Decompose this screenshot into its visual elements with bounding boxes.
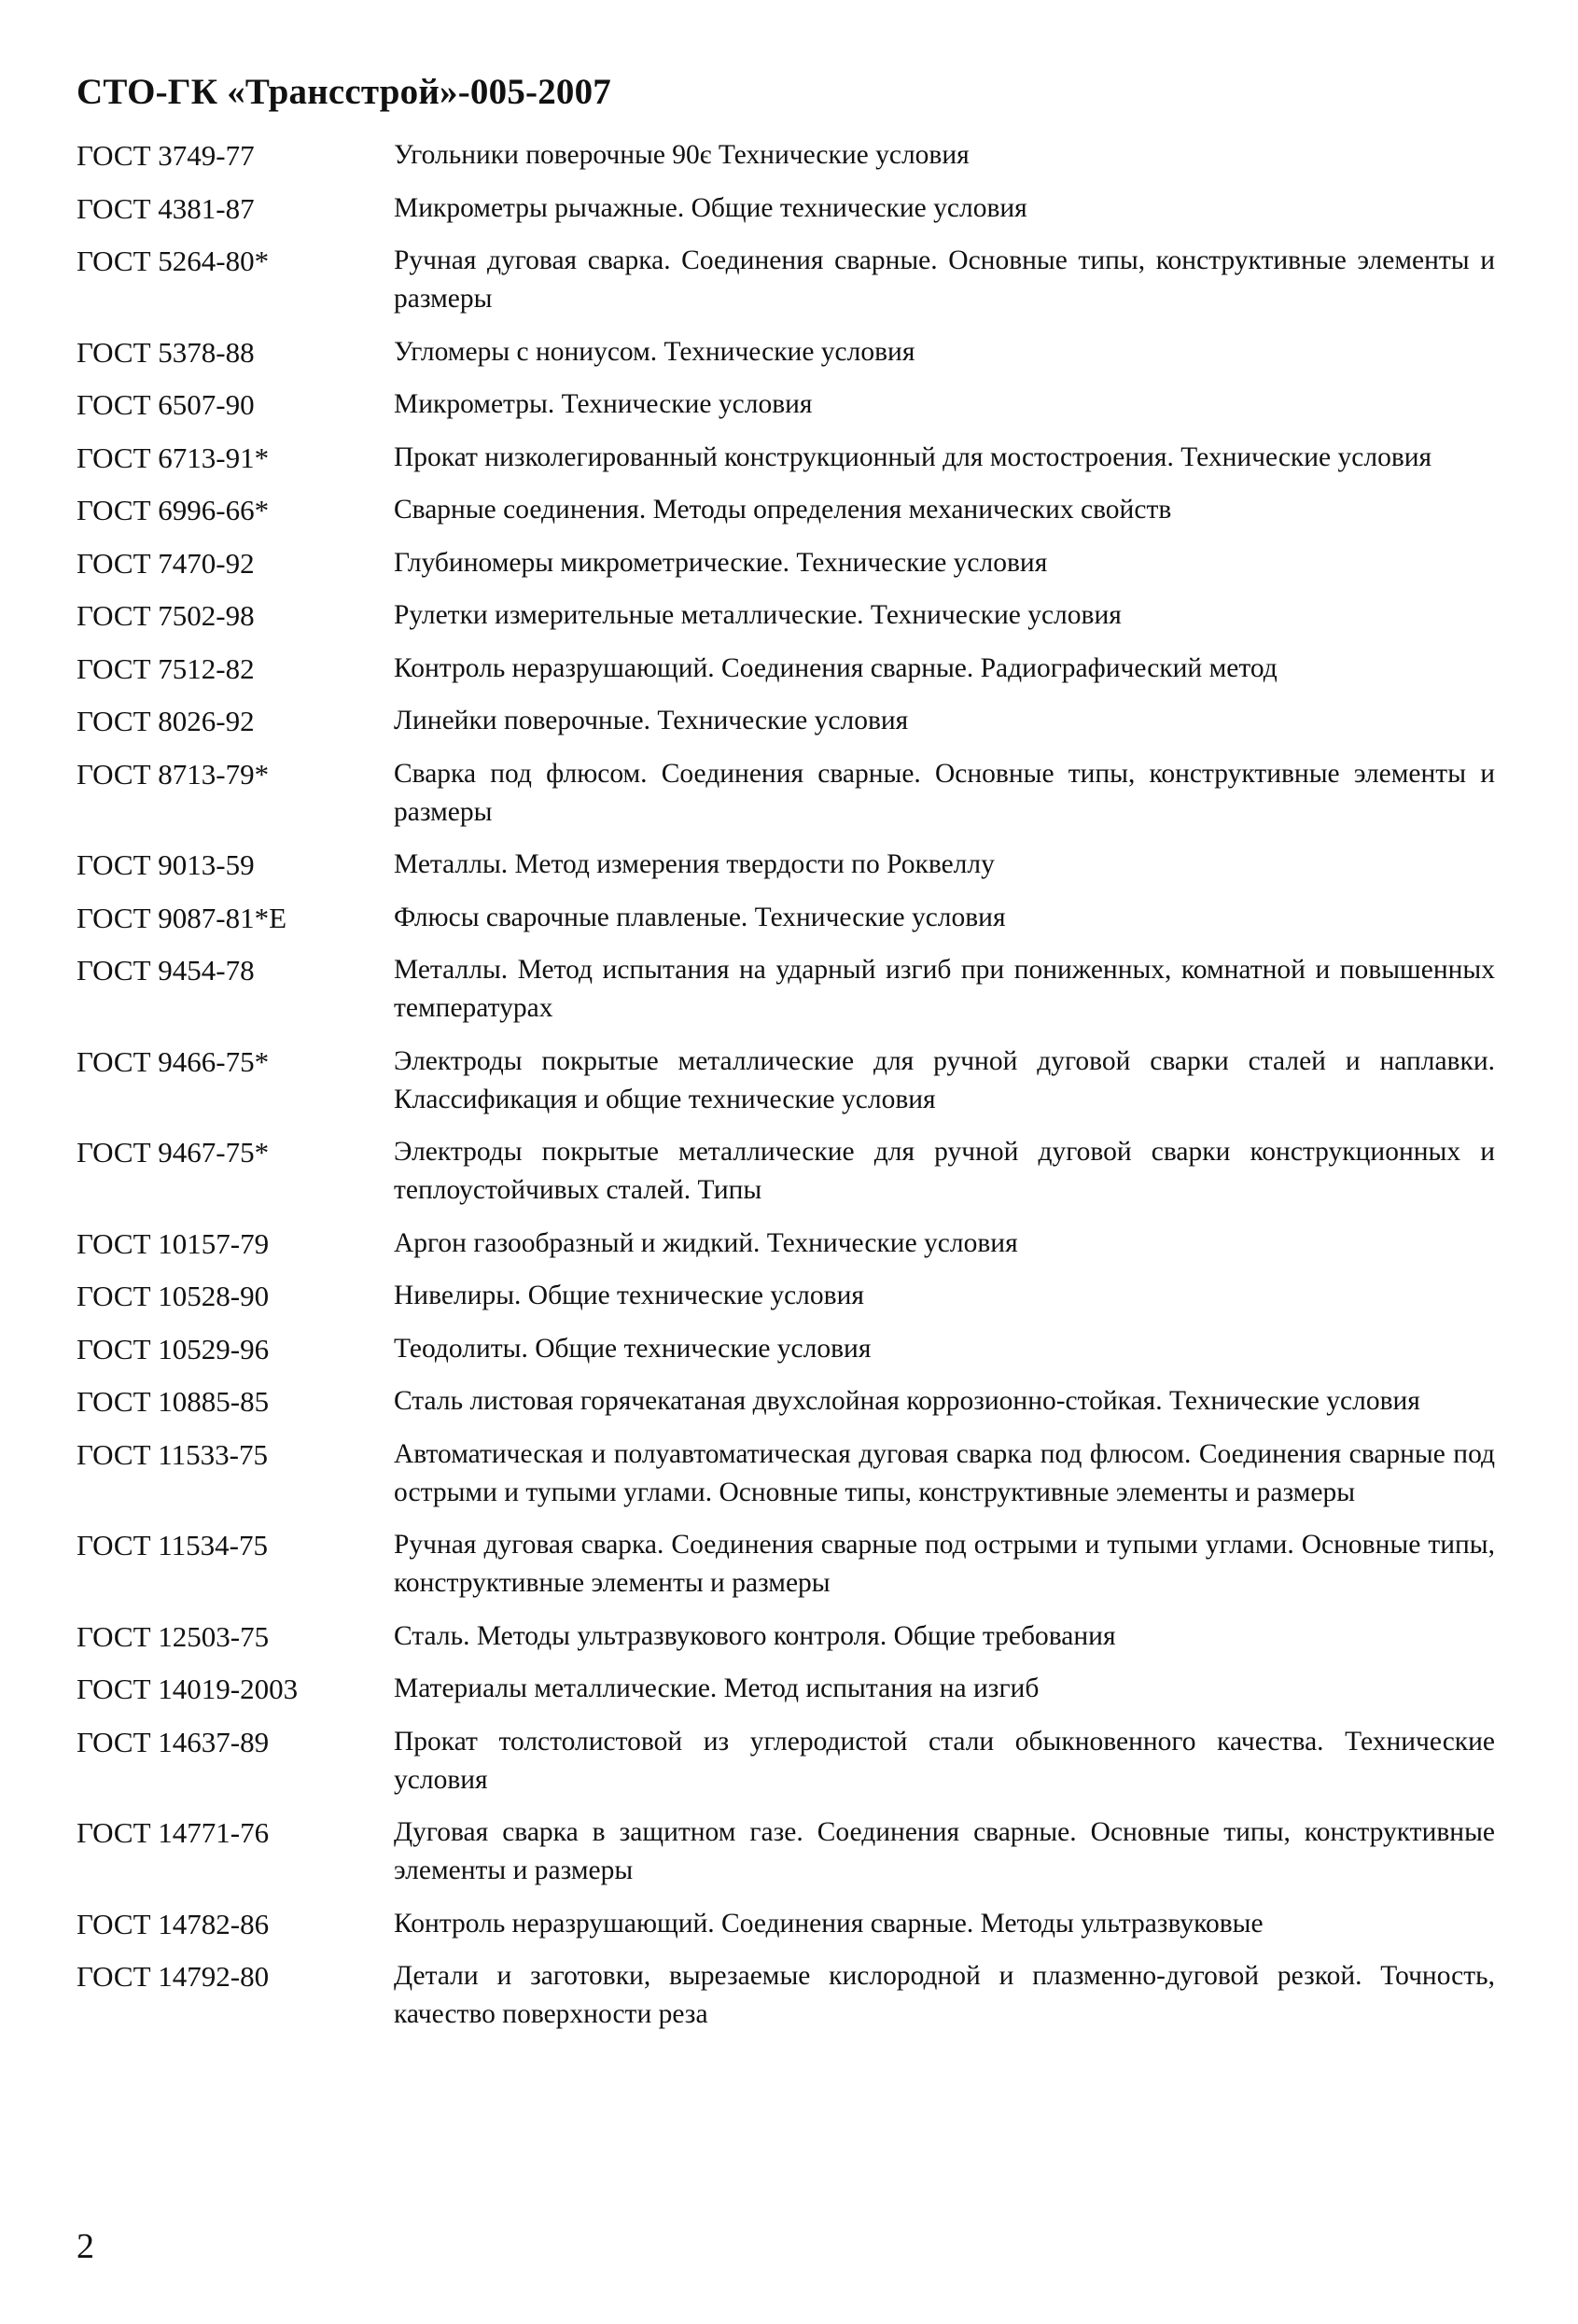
reference-row: [77, 385, 1495, 424]
standard-title: Электроды покрытые металлические для ручной дуговой сварки конструкционных и теплоустойчивых сталей. Типы: [394, 1137, 1495, 1205]
standard-title: Глубиномеры микрометрические. Технические условия: [394, 547, 1048, 578]
reference-row: [77, 1617, 1495, 1656]
standard-code: ГОСТ 9466-75*: [77, 1044, 270, 1078]
standard-code: ГОСТ 9013-59: [77, 848, 255, 881]
standard-code: ГОСТ 4381-87: [77, 191, 255, 225]
reference-row: [77, 702, 1495, 740]
standard-title: Нивелиры. Общие технические условия: [394, 1281, 864, 1310]
reference-row: [77, 1330, 1495, 1368]
standard-title: Прокат толстолистовой из углеродистой стали обыкновенного качества. Технические условия: [394, 1726, 1495, 1795]
standard-title: Металлы. Метод измерения твердости по Роквеллу: [394, 849, 995, 879]
standard-code: ГОСТ 5378-88: [77, 335, 255, 369]
standard-code: ГОСТ 14771-76: [77, 1816, 270, 1849]
standard-title: Сталь листовая горячекатаная двухслойная коррозионно-стойкая. Технические условия: [394, 1386, 1420, 1416]
reference-row: [77, 439, 1495, 477]
reference-row: [77, 1225, 1495, 1263]
reference-row: [77, 1382, 1495, 1421]
reference-row: [77, 1526, 1495, 1603]
standard-title: Микрометры. Технические условия: [394, 389, 813, 419]
standard-title: Прокат низколегированный конструкционный для мостостроения. Технические условия: [394, 441, 1432, 472]
standard-code: ГОСТ 8026-92: [77, 705, 255, 737]
standard-title: Контроль неразрушающий. Соединения сварные. Методы ультразвуковые: [394, 1908, 1264, 1939]
reference-row: [77, 1277, 1495, 1315]
standard-code: ГОСТ 7512-82: [77, 651, 255, 685]
standard-code: ГОСТ 3749-77: [77, 139, 255, 172]
standard-title: Сварные соединения. Методы определения механических свойств: [394, 495, 1172, 525]
reference-row: [77, 1043, 1495, 1119]
standard-title: Аргон газообразный и жидкий. Технические условия: [394, 1227, 1018, 1258]
reference-row: [77, 242, 1495, 318]
standard-code: ГОСТ 11533-75: [77, 1437, 268, 1471]
normative-references-list: [77, 136, 1495, 2049]
standard-code: ГОСТ 9467-75*: [77, 1136, 270, 1169]
standard-title: Сталь. Методы ультразвукового контроля. Общие требования: [394, 1620, 1116, 1651]
standard-title: Дуговая сварка в защитном газе. Соединения сварные. Основные типы, конструктивные элементы и размеры: [394, 1817, 1495, 1885]
reference-row: [77, 650, 1495, 688]
standard-title: Микрометры рычажные. Общие технические условия: [394, 192, 1027, 223]
reference-row: [77, 189, 1495, 228]
standard-code: ГОСТ 10157-79: [77, 1226, 270, 1260]
reference-row: [77, 136, 1495, 175]
standard-code: ГОСТ 12503-75: [77, 1619, 270, 1653]
reference-row: [77, 1723, 1495, 1799]
standard-code: ГОСТ 6713-91*: [77, 441, 270, 474]
standard-code: ГОСТ 10885-85: [77, 1385, 270, 1418]
standard-code: ГОСТ 7502-98: [77, 599, 255, 632]
standard-code: ГОСТ 11534-75: [77, 1529, 268, 1561]
standard-code: ГОСТ 14792-80: [77, 1960, 270, 1993]
reference-row: [77, 1435, 1495, 1512]
standard-title: Теодолиты. Общие технические условия: [394, 1333, 872, 1364]
reference-row: [77, 1133, 1495, 1210]
reference-row: [77, 951, 1495, 1028]
standard-title: Детали и заготовки, вырезаемые кислородной и плазменно-дуговой резкой. Точность, качество поверхности реза: [394, 1961, 1495, 2029]
reference-row: [77, 596, 1495, 635]
standard-code: ГОСТ 8713-79*: [77, 757, 270, 791]
standard-code: ГОСТ 6996-66*: [77, 494, 270, 526]
reference-row: [77, 491, 1495, 529]
standard-title: Рулетки измерительные металлические. Технические условия: [394, 600, 1122, 630]
reference-row: [77, 755, 1495, 832]
reference-row: [77, 899, 1495, 937]
standard-title: Линейки поверочные. Технические условия: [394, 706, 909, 735]
standard-code: ГОСТ 14782-86: [77, 1907, 270, 1940]
standard-code: ГОСТ 9087-81*Е: [77, 901, 287, 934]
standard-title: Электроды покрытые металлические для ручной дуговой сварки сталей и наплавки. Классификация и общие технические условия: [394, 1045, 1495, 1114]
reference-row: [77, 1670, 1495, 1708]
standard-code: ГОСТ 10529-96: [77, 1332, 270, 1365]
standard-title: Сварка под флюсом. Соединения сварные. Основные типы, конструктивные элементы и размеры: [394, 758, 1495, 827]
page-number: 2: [77, 2227, 94, 2266]
standard-code: ГОСТ 14019-2003: [77, 1673, 299, 1705]
standard-title: Материалы металлические. Метод испытания на изгиб: [394, 1673, 1040, 1703]
reference-row: [77, 544, 1495, 582]
standard-code: ГОСТ 9454-78: [77, 954, 255, 987]
standard-title: Флюсы сварочные плавленые. Технические условия: [394, 902, 1006, 932]
standard-title: Угольники поверочные 90є Технические условия: [394, 140, 970, 170]
document-header: СТО-ГК «Трансстрой»-005-2007: [77, 72, 612, 112]
standard-title: Контроль неразрушающий. Соединения сварные. Радиографический метод: [394, 652, 1278, 683]
standard-code: ГОСТ 14637-89: [77, 1725, 270, 1758]
reference-row: [77, 1957, 1495, 2034]
standard-title: Угломеры с нониусом. Технические условия: [394, 336, 915, 367]
standard-title: Автоматическая и полуавтоматическая дуговая сварка под флюсом. Соединения сварные под острыми и тупыми углами. Основные типы, конструктивные элементы и размеры: [394, 1438, 1495, 1507]
standard-code: ГОСТ 10528-90: [77, 1280, 270, 1312]
standard-code: ГОСТ 7470-92: [77, 546, 255, 580]
standard-title: Ручная дуговая сварка. Соединения сварные. Основные типы, конструктивные элементы и размеры: [394, 245, 1495, 314]
reference-row: [77, 1905, 1495, 1943]
standard-code: ГОСТ 6507-90: [77, 388, 255, 421]
standard-title: Металлы. Метод испытания на ударный изгиб при пониженных, комнатной и повышенных температурах: [394, 955, 1495, 1023]
reference-row: [77, 333, 1495, 371]
reference-row: [77, 846, 1495, 884]
standard-code: ГОСТ 5264-80*: [77, 245, 270, 277]
reference-row: [77, 1813, 1495, 1890]
standard-title: Ручная дуговая сварка. Соединения сварные под острыми и тупыми углами. Основные типы, конструктивные элементы и размеры: [394, 1530, 1495, 1598]
